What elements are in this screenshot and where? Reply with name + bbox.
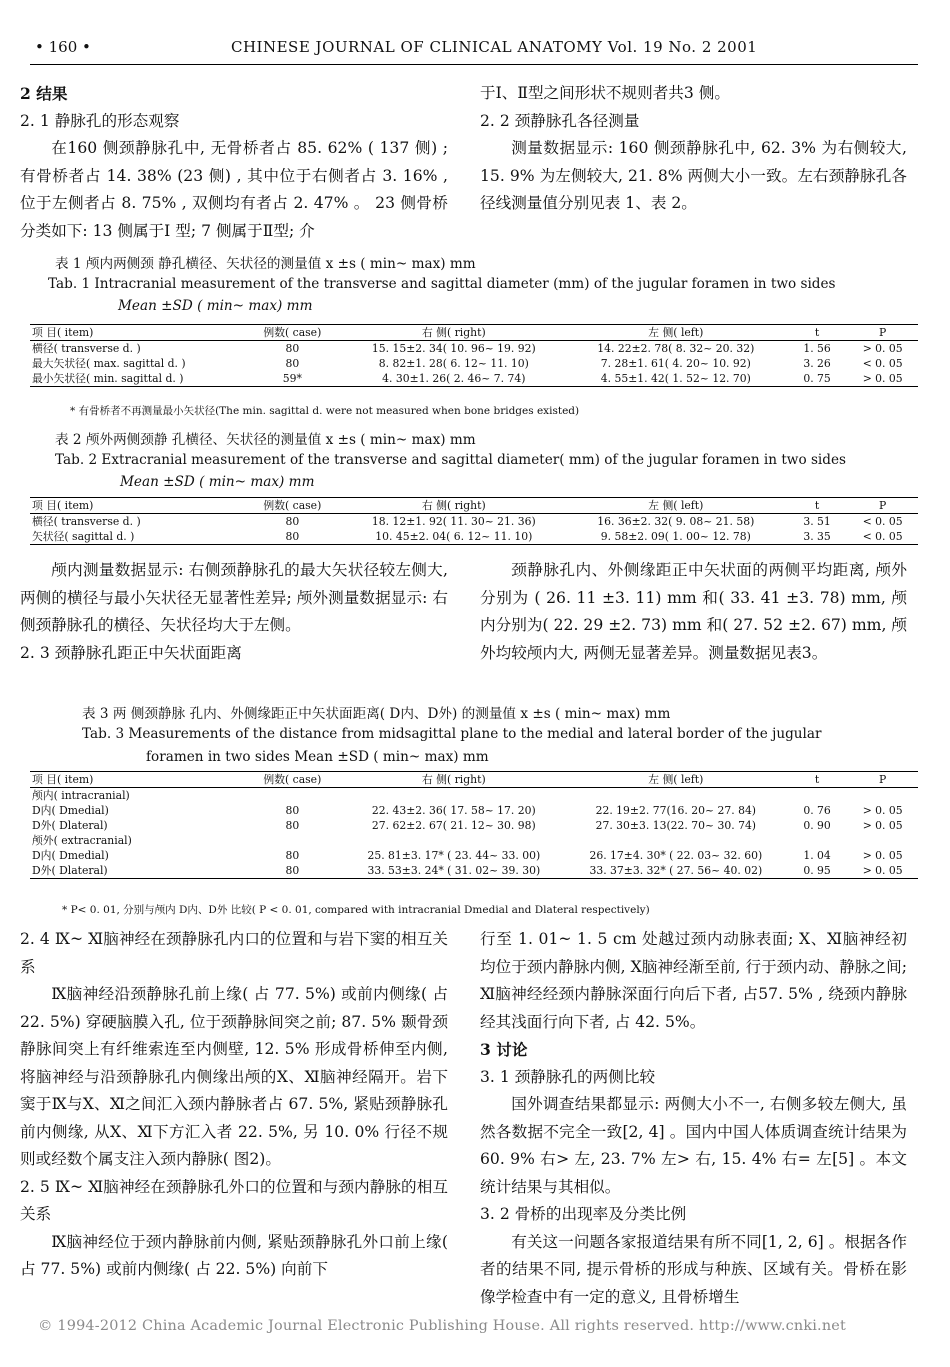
table-cell (343, 833, 565, 848)
table-header: P (879, 773, 887, 786)
section-heading: 3 讨论 (480, 1040, 528, 1059)
table-header: 项 目( item) (32, 773, 94, 786)
table-cell: 0. 90 (803, 819, 831, 832)
table3-caption-cn: 表 3 两 侧颈静脉 孔内、外侧缘距正中矢状面距离( D内、D外) 的测量值 x ±s ( min~ max) mm (82, 706, 671, 722)
table-cell: 横径( transverse d. ) (32, 342, 141, 355)
paragraph: 国外调查结果都显示: 两侧大小不一, 右侧多较左侧大, 虽然各数据不完全一致[2, 4] 。国内中国人体质调查统计结果为 60. 9% 右> 左, 23. 7% 左> 右, 15. 4% 右= 左[5] 。本文统计结果与其相似。 (480, 1095, 907, 1196)
table-header: t (814, 773, 820, 786)
table3-note: * P< 0. 01, 分别与颅内 D内、D外 比较( P < 0. 01, compared with intracranial Dmedial and Dlateral respectively) (62, 904, 650, 916)
table-header: P (879, 499, 887, 512)
table-cell (787, 833, 848, 848)
paragraph: 测量数据显示: 160 侧颈静脉孔中, 62. 3% 为右侧较大, 15. 9% 为左侧较大, 21. 8% 两侧大小一致。左右颈静脉孔各径线测量值分别见表 1、表 2。 (480, 139, 907, 212)
table-cell: 22. 43±2. 36( 17. 58~ 17. 20) (371, 804, 536, 817)
left-column-middle (20, 557, 448, 667)
page-number: • 160 • (35, 38, 91, 56)
table-row (30, 371, 918, 387)
table-cell: D内( Dmedial) (32, 804, 109, 817)
journal-title: CHINESE JOURNAL OF CLINICAL ANATOMY Vol. 19 No. 2 2001 (231, 38, 758, 56)
table-cell: 33. 37±3. 32* ( 27. 56~ 40. 02) (589, 864, 763, 877)
table-cell: 4. 30±1. 26( 2. 46~ 7. 74) (382, 372, 526, 385)
table-cell (847, 833, 918, 848)
table-row (30, 803, 918, 818)
table-row (30, 833, 918, 848)
table-cell: > 0. 05 (862, 849, 903, 862)
table-cell: > 0. 05 (862, 819, 903, 832)
table2-caption-cn: 表 2 颅外两侧颈静 孔横径、矢状径的测量值 x ±s ( min~ max) mm (55, 432, 476, 448)
table1-note: * 有骨桥者不再测量最小矢状径(The min. sagittal d. were not measured when bone bridges existed) (70, 405, 580, 417)
table2-caption-en-2: Mean ±SD ( min~ max) mm (120, 474, 315, 490)
table-cell: 80 (285, 819, 300, 832)
section-heading: 2 结果 (20, 84, 68, 103)
table-header: 右 侧( right) (421, 773, 486, 786)
table-cell: 0. 76 (803, 804, 831, 817)
table-cell (565, 833, 787, 848)
table-cell: 26. 17±4. 30* ( 22. 03~ 32. 60) (589, 849, 763, 862)
table-header: 例数( case) (263, 773, 322, 786)
table-cell: 8. 82±1. 28( 6. 12~ 11. 10) (378, 357, 529, 370)
table-cell: 最大矢状径( max. sagittal d. ) (32, 357, 186, 370)
subsection-heading: 2. 4 Ⅸ~ Ⅺ脑神经在颈静脉孔内口的位置和与岩下窦的相互关系 (20, 930, 448, 976)
table-cell: 80 (285, 357, 300, 370)
table-cell: D外( Dlateral) (32, 819, 108, 832)
table3 (30, 771, 918, 879)
table-header: t (814, 326, 820, 339)
table1-caption-en: Tab. 1 Intracranial measurement of the transverse and sagittal diameter (mm) of the jugular foramen in two sides (48, 276, 836, 292)
table3-caption-en: Tab. 3 Measurements of the distance from midsagittal plane to the medial and lateral border of the jugular (82, 726, 822, 742)
table-cell (242, 833, 343, 848)
paragraph: Ⅸ脑神经沿颈静脉孔前上缘( 占 77. 5%) 或前内侧缘( 占 22. 5%) 穿硬脑膜入孔, 位于颈静脉间突之前; 87. 5% 颞骨颈静脉间突上有纤维索连至内侧壁, 12. 5% 形成骨桥伸至内侧, 将脑神经与沿颈静脉孔内侧缘出颅的Ⅹ、Ⅺ脑神经隔开。岩下窦于Ⅸ与Ⅹ、Ⅺ之间汇入颈内静脉者占 67. 5%, 紧贴颈静脉孔前内侧缘, 从Ⅹ、Ⅺ下方汇入者 22. 5%, 另 10. 0% 行径不规则或经数个属支注入颈内静脉( 图2)。 (20, 985, 448, 1168)
table-row (30, 514, 918, 530)
table-header: 左 侧( left) (648, 326, 704, 339)
table-cell: > 0. 05 (862, 372, 903, 385)
subsection-heading: 2. 1 静脉孔的形态观察 (20, 111, 180, 130)
table-header: 例数( case) (263, 499, 322, 512)
table-cell: 3. 35 (803, 530, 831, 543)
table-cell: < 0. 05 (862, 515, 903, 528)
table-cell: > 0. 05 (862, 864, 903, 877)
table-header: 左 侧( left) (648, 499, 704, 512)
table-cell: 最小矢状径( min. sagittal d. ) (32, 372, 184, 385)
table-cell: 22. 19±2. 77(16. 20~ 27. 84) (595, 804, 757, 817)
table-cell: 27. 30±3. 13(22. 70~ 30. 74) (595, 819, 757, 832)
subsection-heading: 2. 2 颈静脉孔各径测量 (480, 111, 640, 130)
table-cell: 颅内( intracranial) (32, 789, 130, 802)
table-cell: > 0. 05 (862, 804, 903, 817)
paragraph: 行至 1. 01~ 1. 5 cm 处越过颈内动脉表面; Ⅹ、Ⅺ脑神经初均位于颈内静脉内侧, Ⅹ脑神经渐至前, 行于颈内动、静脉之间; Ⅺ脑神经经颈内静脉深面行向后下者, 占57. 5% , 绕颈内静脉经其浅面行向下者, 占 42. 5%。 (480, 930, 907, 1031)
copyright-footer: © 1994-2012 China Academic Journal Electronic Publishing House. All rights reserved. http://www.cnki.net (38, 1318, 846, 1334)
table-cell: D外( Dlateral) (32, 864, 108, 877)
table-cell: 1. 56 (803, 342, 831, 355)
table-header: 项 目( item) (32, 499, 94, 512)
table-cell (343, 788, 565, 804)
table-row (30, 818, 918, 833)
subsection-heading: 3. 2 骨桥的出现率及分类比例 (480, 1205, 687, 1223)
table-row (30, 863, 918, 879)
table-cell: 27. 62±2. 67( 21. 12~ 30. 98) (371, 819, 536, 832)
table-row (30, 529, 918, 545)
table-cell: 颅外( extracranial) (32, 834, 132, 847)
table3-caption-en-2: foramen in two sides Mean ±SD ( min~ max) mm (146, 749, 489, 765)
table-header: 项 目( item) (32, 326, 94, 339)
table1 (30, 324, 918, 387)
table-cell: 16. 36±2. 32( 9. 08~ 21. 58) (597, 515, 755, 528)
table2 (30, 497, 918, 545)
table-cell: D内( Dmedial) (32, 849, 109, 862)
left-column-top (20, 80, 448, 245)
paragraph: 有关这一问题各家报道结果有所不同[1, 2, 6] 。根据各作者的结果不同, 提示骨桥的形成与种族、区域有关。骨桥在影像学检查中有一定的意义, 且骨桥增生 (480, 1232, 907, 1306)
table-cell: 10. 45±2. 04( 6. 12~ 11. 10) (375, 530, 533, 543)
table-cell: 14. 22±2. 78( 8. 32~ 20. 32) (597, 342, 755, 355)
subsection-heading: 2. 5 Ⅸ~ Ⅺ脑神经在颈静脉孔外口的位置和与颈内静脉的相互关系 (20, 1177, 448, 1223)
table-cell: < 0. 05 (862, 357, 903, 370)
table-cell: 矢状径( sagittal d. ) (32, 530, 135, 543)
table-cell: 59* (282, 372, 302, 385)
table-cell: 3. 26 (803, 357, 831, 370)
table-cell: 15. 15±2. 34( 10. 96~ 19. 92) (371, 342, 536, 355)
table-header: 右 侧( right) (421, 326, 486, 339)
table-header: P (879, 326, 887, 339)
right-column-bottom (480, 926, 907, 1311)
table-cell (787, 788, 848, 804)
table-row (30, 788, 918, 804)
table-cell: 80 (285, 849, 300, 862)
table-cell: < 0. 05 (862, 530, 903, 543)
paragraph: 在160 侧颈静脉孔中, 无骨桥者占 85. 62% ( 137 侧) ; 有骨桥者占 14. 38% (23 侧) , 其中位于右侧者占 3. 16% , 位于左侧者占 8. 75% , 双侧均有者占 2. 47% 。 23 侧骨桥分类如下: 13 侧属于Ⅰ 型; 7 侧属于Ⅱ型; 介 (20, 139, 448, 240)
table-cell: 25. 81±3. 17* ( 23. 44~ 33. 00) (367, 849, 541, 862)
table-cell (242, 788, 343, 804)
paragraph: 于Ⅰ、Ⅱ型之间形状不规则者共3 侧。 (480, 84, 730, 102)
header-rule (30, 64, 918, 65)
table-cell: 7. 28±1. 61( 4. 20~ 10. 92) (600, 357, 751, 370)
table-cell: 80 (285, 804, 300, 817)
table-cell: 3. 51 (803, 515, 831, 528)
table-header: t (814, 499, 820, 512)
table-header: 例数( case) (263, 326, 322, 339)
table2-caption-en: Tab. 2 Extracranial measurement of the transverse and sagittal diameter( mm) of the jugular foramen in two sides (55, 452, 846, 468)
paragraph: 颅内测量数据显示: 右侧颈静脉孔的最大矢状径较左侧大, 两侧的横径与最小矢状径无显著性差异; 颅外测量数据显示: 右侧颈静脉孔的横径、矢状径均大于左侧。 (20, 561, 448, 634)
table-cell: 80 (285, 342, 300, 355)
table-cell (847, 788, 918, 804)
table-cell: 0. 75 (803, 372, 831, 385)
table-header: 右 侧( right) (421, 499, 486, 512)
table-cell: 9. 58±2. 09( 1. 00~ 12. 78) (600, 530, 751, 543)
right-column-top (480, 80, 907, 218)
table-cell: 80 (285, 864, 300, 877)
running-header (0, 38, 950, 58)
table-row (30, 341, 918, 357)
table-cell: 1. 04 (803, 849, 831, 862)
table-header: 左 侧( left) (648, 773, 704, 786)
table-row (30, 848, 918, 863)
paragraph: Ⅸ脑神经位于颈内静脉前内侧, 紧贴颈静脉孔外口前上缘( 占 77. 5%) 或前内侧缘( 占 22. 5%) 向前下 (20, 1232, 448, 1278)
table1-caption-en-2: Mean ±SD ( min~ max) mm (118, 298, 313, 314)
left-column-bottom (20, 926, 448, 1284)
table1-caption-cn: 表 1 颅内两侧颈 静孔横径、矢状径的测量值 x ±s ( min~ max) mm (55, 256, 476, 272)
table-cell: > 0. 05 (862, 342, 903, 355)
subsection-heading: 3. 1 颈静脉孔的两侧比较 (480, 1067, 656, 1086)
table-row (30, 356, 918, 371)
table-cell: 33. 53±3. 24* ( 31. 02~ 39. 30) (367, 864, 541, 877)
table-cell: 80 (285, 530, 300, 543)
right-column-middle (480, 557, 907, 667)
table-cell (565, 788, 787, 804)
table-cell: 18. 12±1. 92( 11. 30~ 21. 36) (371, 515, 536, 528)
table-cell: 80 (285, 515, 300, 528)
table-cell: 4. 55±1. 42( 1. 52~ 12. 70) (600, 372, 751, 385)
paragraph: 颈静脉孔内、外侧缘距正中矢状面的两侧平均距离, 颅外分别为 ( 26. 11 ±3. 11) mm 和( 33. 41 ±3. 78) mm, 颅内分别为( 22. 29 ±2. 73) mm 和( 27. 52 ±2. 67) mm, 颅外均较颅内大, 两侧无显著差异。测量数据见表3。 (480, 561, 907, 662)
table-cell: 0. 95 (803, 864, 831, 877)
subsection-heading: 2. 3 颈静脉孔距正中矢状面距离 (20, 643, 242, 662)
table-cell: 横径( transverse d. ) (32, 515, 141, 528)
